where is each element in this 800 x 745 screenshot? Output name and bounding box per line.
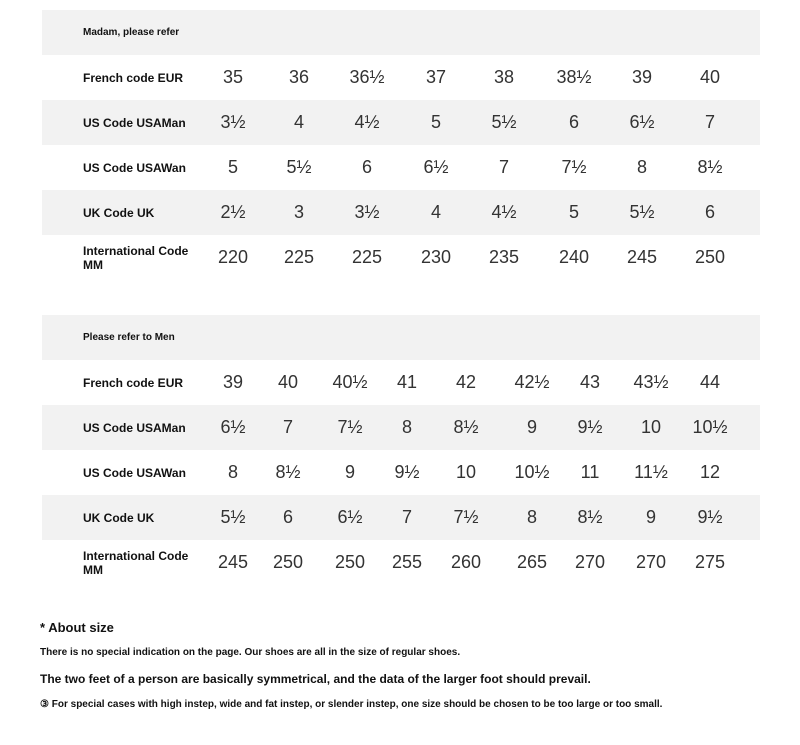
size-cell: 38	[493, 67, 515, 87]
table-row	[42, 360, 760, 405]
men-table-header	[42, 315, 760, 360]
size-cell: 8½	[577, 507, 603, 527]
size-cell: 40½	[332, 372, 368, 392]
size-cell: 39	[222, 372, 244, 392]
size-cell: 42	[455, 372, 477, 392]
size-cell: 5½	[286, 157, 312, 177]
women-size-table	[42, 10, 760, 280]
size-cell: 275	[694, 552, 726, 572]
size-cell: 4	[293, 112, 304, 132]
size-cell: 235	[488, 247, 520, 267]
table-row	[42, 190, 760, 235]
size-cell: 8	[227, 462, 238, 482]
size-cell: 265	[516, 552, 548, 572]
size-cell: 8	[401, 417, 412, 437]
size-cell: 270	[635, 552, 667, 572]
women-table-title: Madam, please refer	[83, 27, 180, 38]
row-label: UK Code UK	[83, 205, 155, 220]
size-cell: 44	[699, 372, 721, 392]
size-cell: 36	[288, 67, 310, 87]
size-cell: 43½	[633, 372, 669, 392]
size-cell: 3½	[354, 202, 380, 222]
size-cell: 42½	[514, 372, 550, 392]
size-cell: 4	[430, 202, 441, 222]
size-cell: 9½	[577, 417, 603, 437]
size-cell: 5½	[220, 507, 246, 527]
size-cell: 6½	[220, 417, 246, 437]
size-cell: 250	[272, 552, 304, 572]
size-cell: 41	[396, 372, 418, 392]
row-label: US Code USAWan	[83, 465, 186, 480]
size-cell: 37	[425, 67, 447, 87]
size-cell: 7	[704, 112, 715, 132]
size-cell: 8	[636, 157, 647, 177]
size-cell: 9	[344, 462, 355, 482]
table-row	[42, 450, 760, 495]
size-cell: 240	[558, 247, 590, 267]
size-notes	[40, 620, 780, 710]
size-cell: 7½	[337, 417, 363, 437]
size-cell: 225	[351, 247, 383, 267]
table-row	[42, 540, 760, 585]
row-label: International Code MM	[83, 548, 189, 577]
size-cell: 220	[217, 247, 249, 267]
size-cell: 11	[580, 462, 600, 482]
size-cell: 12	[699, 462, 721, 482]
size-cell: 3½	[220, 112, 246, 132]
size-cell: 38½	[556, 67, 592, 87]
size-cell: 10	[455, 462, 477, 482]
men-table-title: Please refer to Men	[83, 332, 175, 343]
size-cell: 7½	[561, 157, 587, 177]
size-cell: 250	[334, 552, 366, 572]
size-cell: 7	[282, 417, 293, 437]
size-cell: 230	[420, 247, 452, 267]
size-cell: 9½	[394, 462, 420, 482]
size-cell: 5½	[629, 202, 655, 222]
size-cell: 9½	[697, 507, 723, 527]
size-cell: 3	[293, 202, 304, 222]
size-cell: 5	[430, 112, 441, 132]
size-cell: 8	[526, 507, 537, 527]
size-cell: 5	[568, 202, 579, 222]
men-size-table	[42, 315, 760, 585]
size-cell: 11½	[634, 462, 668, 482]
size-cell: 5½	[491, 112, 517, 132]
size-cell: 7½	[453, 507, 479, 527]
size-cell: 6	[282, 507, 293, 527]
table-row	[42, 235, 760, 280]
size-cell: 8½	[275, 462, 301, 482]
size-cell: 250	[694, 247, 726, 267]
size-cell: 260	[450, 552, 482, 572]
size-cell: 5	[227, 157, 238, 177]
size-cell: 255	[391, 552, 423, 572]
table-row	[42, 405, 760, 450]
table-row	[42, 100, 760, 145]
size-cell: 7	[498, 157, 509, 177]
notes-title: * About size	[40, 620, 114, 635]
row-label: International Code MM	[83, 243, 189, 272]
size-cell: 245	[217, 552, 249, 572]
size-cell: 35	[222, 67, 244, 87]
row-label: US Code USAMan	[83, 115, 186, 130]
table-row	[42, 495, 760, 540]
women-table-header	[42, 10, 760, 55]
size-cell: 10½	[514, 462, 550, 482]
size-cell: 10	[640, 417, 662, 437]
row-label: French code EUR	[83, 375, 184, 390]
note-line-1: There is no special indication on the page. Our shoes are all in the size of regular shoes.	[40, 647, 461, 658]
note-line-2: The two feet of a person are basically symmetrical, and the data of the larger foot should prevail.	[40, 672, 591, 686]
size-cell: 4½	[491, 202, 517, 222]
row-label: US Code USAMan	[83, 420, 186, 435]
table-row	[42, 55, 760, 100]
row-label: French code EUR	[83, 70, 184, 85]
size-cell: 6½	[423, 157, 449, 177]
size-cell: 245	[626, 247, 658, 267]
size-cell: 270	[574, 552, 606, 572]
size-cell: 43	[579, 372, 601, 392]
size-cell: 40	[277, 372, 299, 392]
size-cell: 6	[704, 202, 715, 222]
size-cell: 9	[645, 507, 656, 527]
table-row	[42, 145, 760, 190]
row-label: UK Code UK	[83, 510, 155, 525]
size-cell: 4½	[354, 112, 380, 132]
size-cell: 2½	[220, 202, 246, 222]
size-cell: 6	[361, 157, 372, 177]
size-cell: 225	[283, 247, 315, 267]
size-cell: 6½	[629, 112, 655, 132]
size-cell: 7	[401, 507, 412, 527]
size-cell: 6½	[337, 507, 363, 527]
note-line-3: ③ For special cases with high instep, wide and fat instep, or slender instep, one size should be chosen to be too large or too small.	[40, 699, 663, 710]
size-cell: 6	[568, 112, 579, 132]
size-cell: 8½	[697, 157, 723, 177]
size-cell: 36½	[349, 67, 385, 87]
size-cell: 9	[526, 417, 537, 437]
row-label: US Code USAWan	[83, 160, 186, 175]
size-cell: 10½	[692, 417, 728, 437]
size-cell: 8½	[453, 417, 479, 437]
size-cell: 40	[699, 67, 721, 87]
size-cell: 39	[631, 67, 653, 87]
